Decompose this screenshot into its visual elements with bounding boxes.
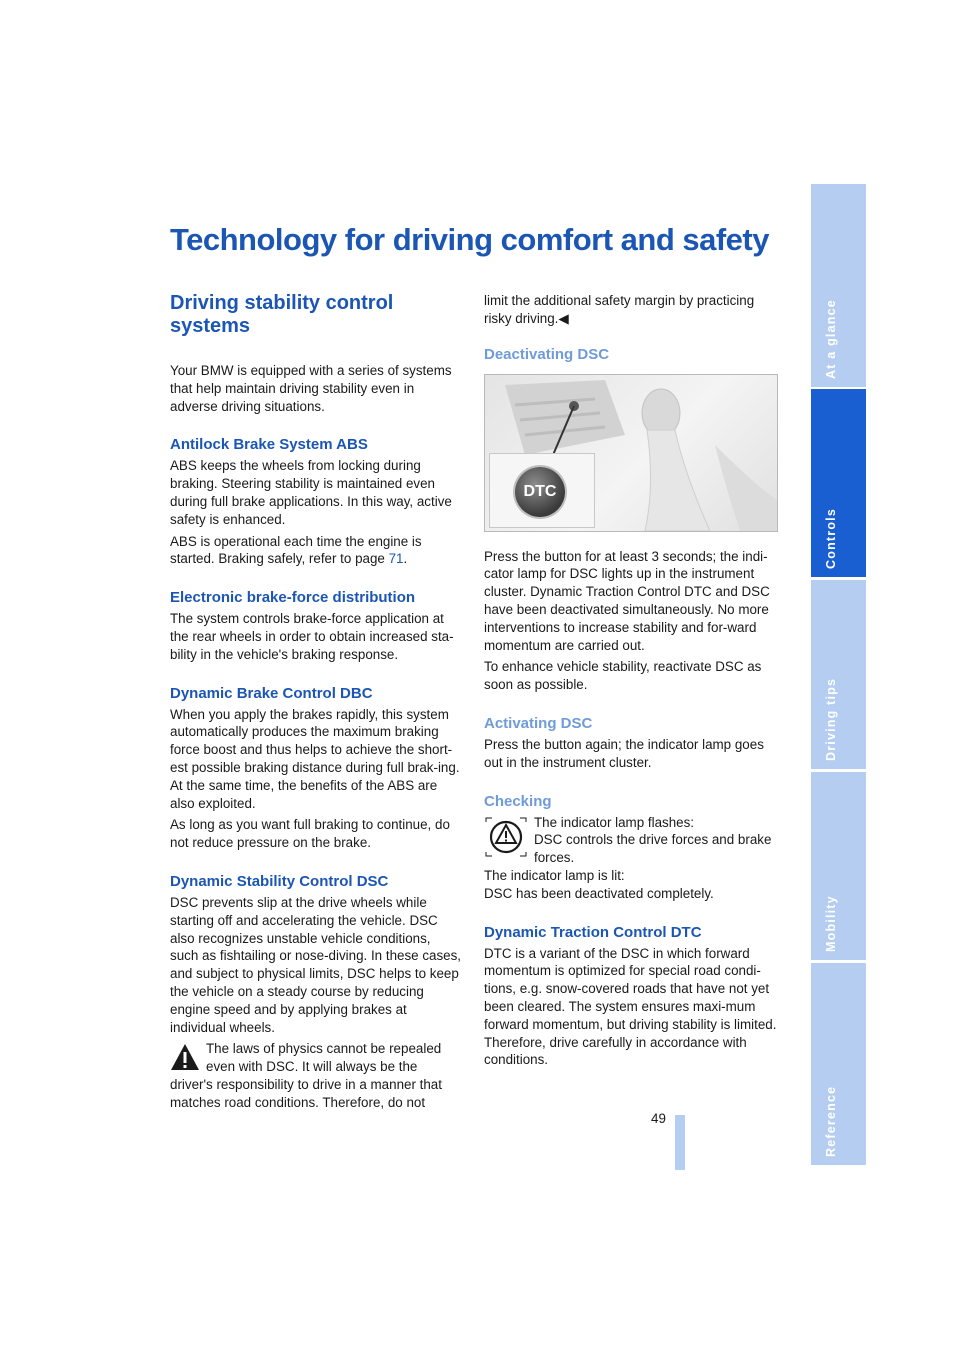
checking-line-2: DSC controls the drive forces and brake forces. bbox=[534, 832, 772, 866]
intro-paragraph: Your BMW is equipped with a series of systems that help maintain driving stability even in adverse driving situations. bbox=[170, 363, 452, 414]
checking-note bbox=[484, 814, 778, 903]
checking-line-3: The indicator lamp is lit: bbox=[484, 867, 625, 883]
section-heading: Driving stability control systems bbox=[170, 292, 394, 337]
dbc-paragraph-1: When you apply the brakes rapidly, this system automatically produces the maximum braking force boost and thus helps to achieve the short-est possible braking distance during full brak-ing. At the same time, the benefits of the ABS are also exploited. bbox=[170, 706, 460, 811]
page-number-bar bbox=[675, 1115, 685, 1170]
tab-label: Controls bbox=[824, 508, 838, 569]
tab-label: Mobility bbox=[824, 895, 838, 952]
warning-text: The laws of physics cannot be repealed even with DSC. It will always be the driver's responsibility to drive in a manner that matches road conditions. Therefore, do not bbox=[170, 1041, 442, 1110]
warning-continued: limit the additional safety margin by practicing risky driving.◀ bbox=[484, 293, 755, 326]
dsc-paragraph: DSC prevents slip at the drive wheels while starting off and accelerating the vehicle. DSC also recognizes unstable vehicle conditions, such as fishtailing or nose-diving. In these cases, and subject to physical limits, DSC helps to keep the vehicle on a steady course by reducing engine speed and by applying brakes at individual wheels. bbox=[170, 894, 462, 1035]
abs-text-end: . bbox=[403, 551, 408, 567]
abs-paragraph-2 bbox=[170, 533, 462, 569]
checking-line-1: The indicator lamp flashes: bbox=[534, 814, 695, 830]
chapter-sidebar bbox=[811, 184, 866, 1165]
tab-controls[interactable] bbox=[811, 389, 866, 577]
dtc-button-illustration bbox=[484, 374, 778, 532]
ebd-heading: Electronic brake-force distribution bbox=[170, 589, 416, 607]
tab-mobility[interactable] bbox=[811, 772, 866, 960]
tab-driving-tips[interactable] bbox=[811, 580, 866, 769]
warning-note bbox=[170, 1040, 462, 1111]
deactivating-paragraph-2: To enhance vehicle stability, reactivate DSC as soon as possible. bbox=[484, 659, 762, 693]
dsc-heading: Dynamic Stability Control DSC bbox=[170, 872, 389, 890]
abs-paragraph-1: ABS keeps the wheels from locking during braking. Steering stability is maintained even during full brake applications. In this way, active safety is enhanced. bbox=[170, 458, 452, 527]
left-column bbox=[170, 292, 462, 1116]
deactivating-paragraph-1: Press the button for at least 3 seconds; the indi-cator lamp for DSC lights up in the instrument cluster. Dynamic Traction Control DTC and DSC have been deactivated simultaneously. No more interventions to increase stability and for-ward momentum are carried out. bbox=[484, 548, 770, 653]
tab-label: Driving tips bbox=[824, 677, 838, 761]
abs-text: ABS is operational each time the engine is started. Braking safely, refer to page bbox=[170, 533, 422, 567]
tab-reference[interactable] bbox=[811, 963, 866, 1165]
page-number: 49 bbox=[651, 1111, 666, 1126]
tab-label: Reference bbox=[824, 1085, 838, 1157]
dtc-paragraph: DTC is a variant of the DSC in which forward momentum is optimized for special road condi-tions, e.g. snow-covered roads that have not yet been cleared. The system ensures maxi-mum forward momentum, but driving stability is limited. Therefore, drive carefully in accordance with conditions. bbox=[484, 945, 777, 1068]
right-column bbox=[484, 292, 778, 1073]
dbc-paragraph-2: As long as you want full braking to continue, do not reduce pressure on the brake. bbox=[170, 817, 450, 851]
page-title: Technology for driving comfort and safety bbox=[170, 222, 769, 257]
dbc-heading: Dynamic Brake Control DBC bbox=[170, 684, 373, 702]
ebd-paragraph: The system controls brake-force application at the rear wheels in order to obtain increased sta-bility in the vehicle's braking response. bbox=[170, 611, 454, 662]
deactivating-heading: Deactivating DSC bbox=[484, 345, 610, 363]
tab-label: At a glance bbox=[824, 299, 838, 379]
dtc-button: DTC bbox=[515, 467, 565, 517]
dsc-indicator-icon bbox=[484, 816, 528, 858]
activating-heading: Activating DSC bbox=[484, 714, 593, 732]
abs-heading: Antilock Brake System ABS bbox=[170, 436, 368, 454]
dtc-inset bbox=[489, 453, 595, 528]
warning-icon bbox=[170, 1042, 200, 1072]
tab-at-a-glance[interactable] bbox=[811, 184, 866, 387]
checking-heading: Checking bbox=[484, 792, 552, 810]
activating-paragraph: Press the button again; the indicator lamp goes out in the instrument cluster. bbox=[484, 736, 764, 770]
checking-line-4: DSC has been deactivated completely. bbox=[484, 885, 714, 901]
page-reference-link[interactable]: 71 bbox=[388, 551, 404, 567]
dtc-heading: Dynamic Traction Control DTC bbox=[484, 923, 702, 941]
